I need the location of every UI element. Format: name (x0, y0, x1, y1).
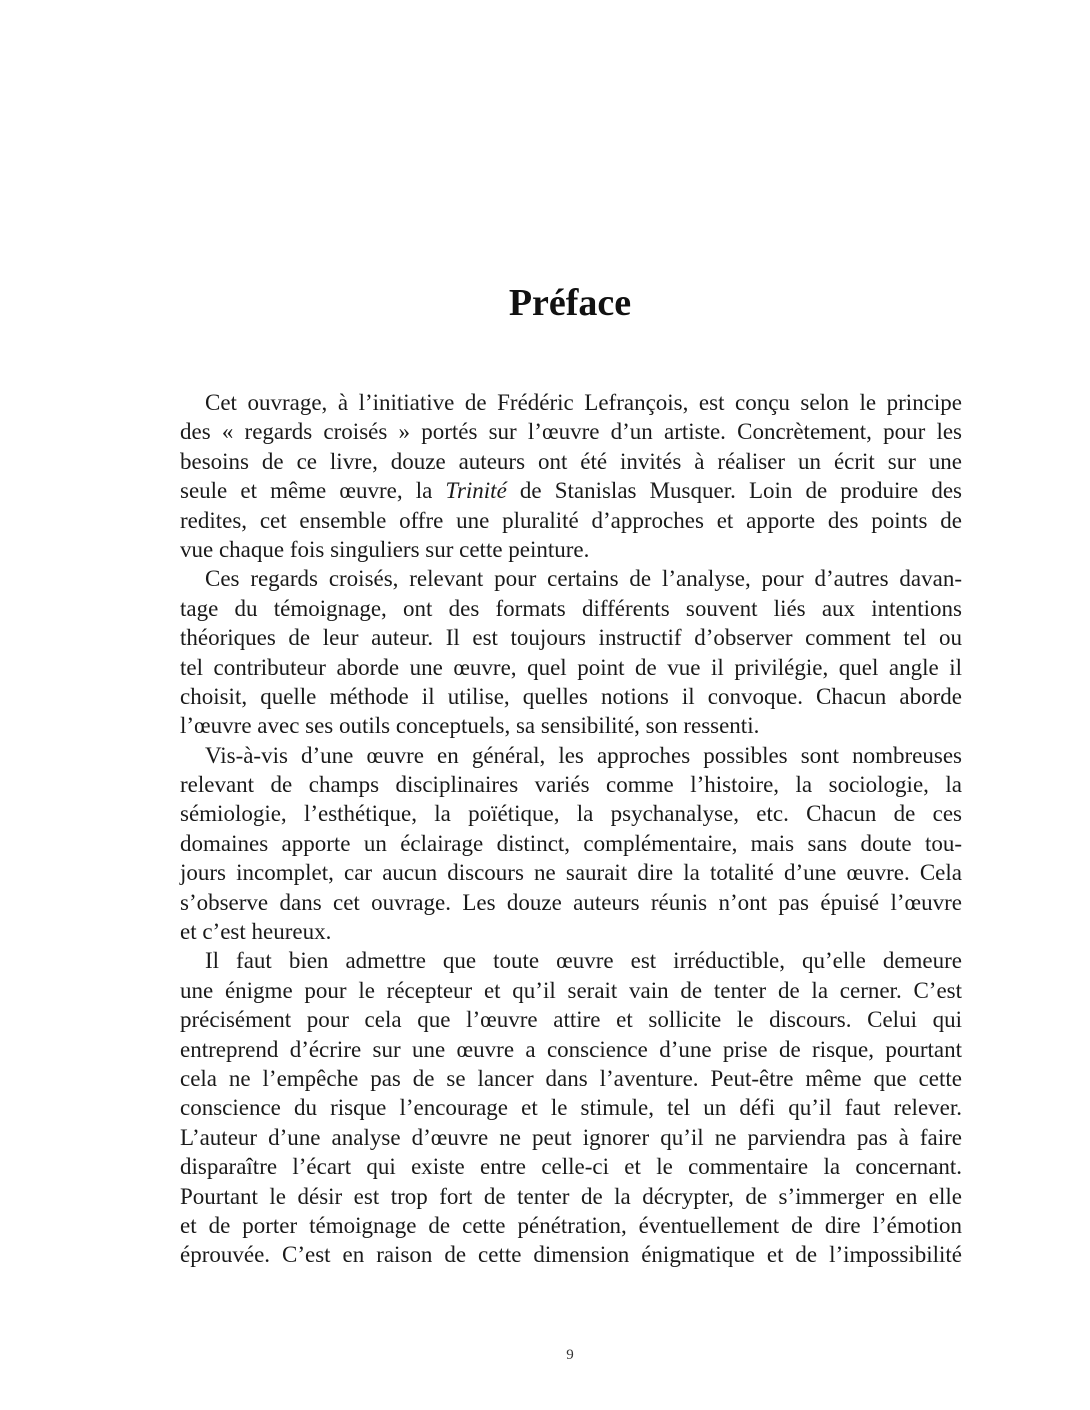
text-line: vue chaque fois singuliers sur cette peinture. (180, 536, 590, 562)
text-line: et c’est heureux. (180, 919, 332, 945)
text-line: sémiologie, l’esthétique, la poïétique, la psychanalyse, etc. Chacun de ces (180, 801, 962, 827)
text-line: Pourtant le désir est trop fort de tenter de la décrypter, de s’immerger en elle (180, 1183, 962, 1209)
text-line: Ces regards croisés, relevant pour certains de l’analyse, pour d’autres davan- (205, 566, 962, 592)
paragraph (180, 946, 962, 1269)
page-number: 9 (566, 1347, 574, 1363)
text-line: cela ne l’empêche pas de se lancer dans l’aventure. Peut-être même que cette (180, 1065, 962, 1091)
text-line: éprouvée. C’est en raison de cette dimension énigmatique et de l’impossibilité (180, 1242, 962, 1268)
paragraph (180, 388, 962, 564)
text-line: domaines apporte un éclairage distinct, complémentaire, mais sans doute tou- (180, 830, 962, 856)
text-line: redites, cet ensemble offre une pluralité d’approches et apporte des points de (180, 507, 962, 533)
text-line: choisit, quelle méthode il utilise, quelles notions il convoque. Chacun aborde (180, 683, 962, 709)
text-line: tage du témoignage, ont des formats différents souvent liés aux intentions (180, 595, 962, 621)
text-line: conscience du risque l’encourage et le stimule, tel un défi qu’il faut relever. (180, 1095, 962, 1121)
paragraph (180, 564, 962, 740)
page-title: Préface (508, 282, 632, 324)
text-line: une énigme pour le récepteur et qu’il serait vain de tenter de la cerner. C’est (180, 977, 962, 1003)
text-line: entreprend d’écrire sur une œuvre a conscience d’une prise de risque, pourtant (180, 1036, 962, 1062)
paragraph (180, 741, 962, 947)
text-line: Il faut bien admettre que toute œuvre est irréductible, qu’elle demeure (205, 948, 962, 974)
text-line: des « regards croisés » portés sur l’œuvre d’un artiste. Concrètement, pour les (180, 419, 962, 445)
text-line: disparaître l’écart qui existe entre celle-ci et le commentaire la concernant. (180, 1154, 962, 1180)
text-line: jours incomplet, car aucun discours ne saurait dire la totalité d’une œuvre. Cela (180, 860, 962, 886)
text-line: et de porter témoignage de cette pénétration, éventuellement de dire l’émotion (180, 1212, 962, 1238)
text-line: s’observe dans cet ouvrage. Les douze auteurs réunis n’ont pas épuisé l’œuvre (180, 889, 962, 915)
text-line: Cet ouvrage, à l’initiative de Frédéric Lefrançois, est conçu selon le principe (205, 390, 962, 415)
artwork-title: Trinité (445, 478, 507, 504)
text-line: L’auteur d’une analyse d’œuvre ne peut ignorer qu’il ne parviendra pas à faire (180, 1124, 962, 1150)
text-line: besoins de ce livre, douze auteurs ont été invités à réaliser un écrit sur une (180, 448, 962, 474)
text-line: Vis-à-vis d’une œuvre en général, les approches possibles sont nombreuses (205, 742, 962, 768)
text-line: précisément pour cela que l’œuvre attire et sollicite le discours. Celui qui (180, 1007, 962, 1033)
text-line: théoriques de leur auteur. Il est toujours instructif d’observer comment tel ou (180, 625, 962, 651)
body-text (180, 388, 962, 1270)
text-line: relevant de champs disciplinaires variés comme l’histoire, la sociologie, la (180, 772, 962, 798)
text-line: seule et même œuvre, la Trinité de Stanislas Musquer. Loin de produire des (180, 478, 962, 504)
text-line: tel contributeur aborde une œuvre, quel point de vue il privilégie, quel angle il (180, 654, 962, 680)
text-line: l’œuvre avec ses outils conceptuels, sa sensibilité, son ressenti. (180, 713, 760, 739)
